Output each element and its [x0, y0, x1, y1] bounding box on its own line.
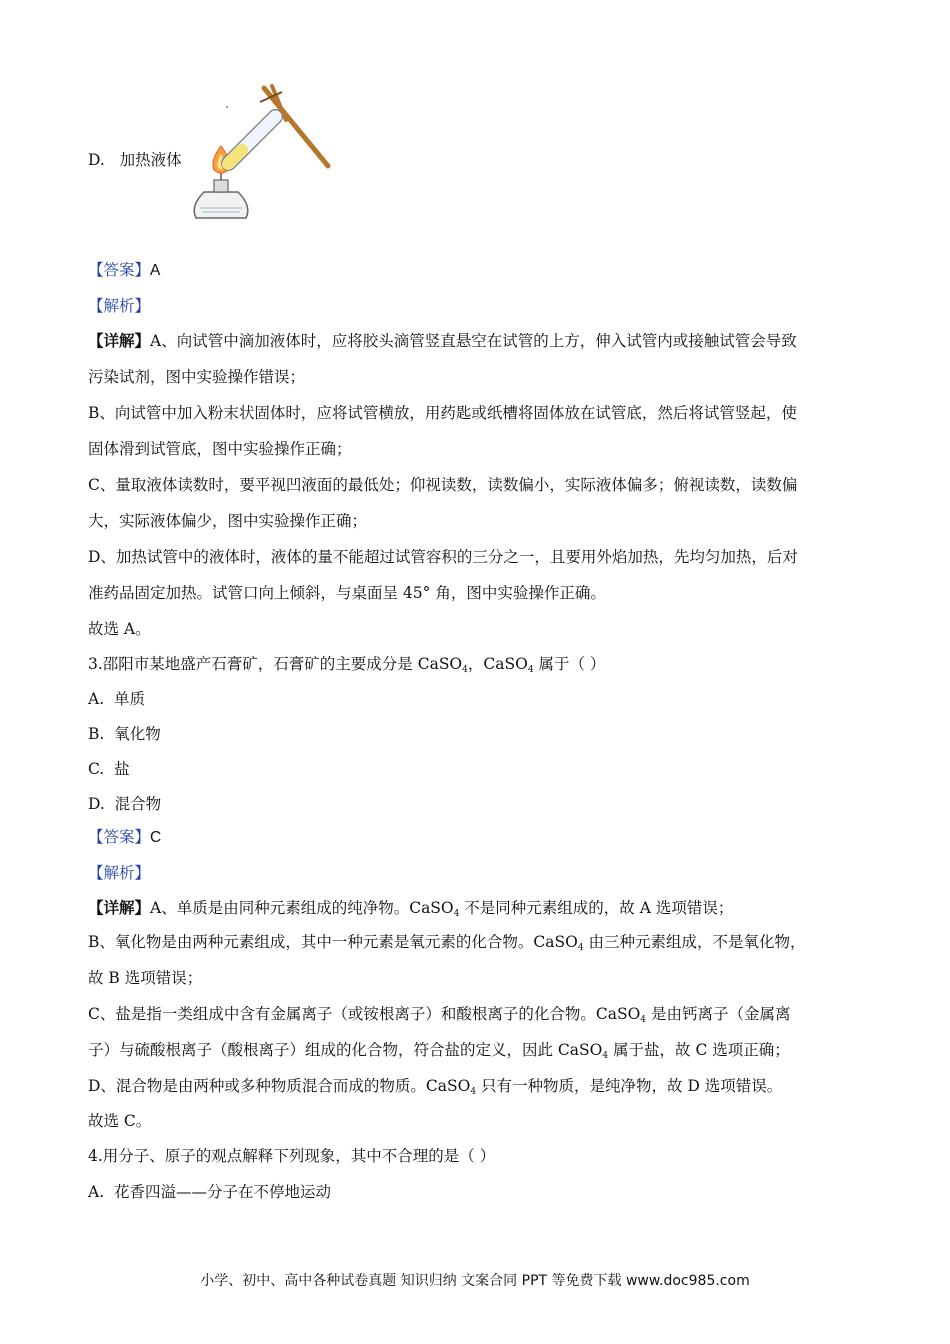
- q3-option-d: D. 混合物: [88, 795, 162, 813]
- q2-detail-line-5: C、量取液体读数时，要平视凹液面的最低处；仰视读数，读数偏小，实际液体偏多；俯视读数，读数偏: [88, 476, 798, 494]
- q2-answer: [88, 260, 160, 281]
- page-footer: 小学、初中、高中各种试卷真题 知识归纳 文案合同 PPT 等免费下载 www.doc985.com: [200, 1273, 750, 1289]
- q3-stem: 3.邵阳市某地盛产石膏矿，石膏矿的主要成分是 CaSO$_4$，CaSO$_4$ 属于（ ）: [88, 655, 606, 675]
- q3-conclusion: 故选 C。: [88, 1112, 152, 1130]
- answer-tag: 【答案】: [88, 261, 151, 279]
- q3-option-a: A. 单质: [88, 690, 145, 708]
- q2-detail-line-7: D、加热试管中的液体时，液体的量不能超过试管容积的三分之一，且要用外焰加热，先均匀加热，后对: [88, 548, 798, 566]
- q2-detail-line-8: 准药品固定加热。试管口向上倾斜，与桌面呈 45° 角，图中实验操作正确。: [88, 584, 606, 602]
- answer-value: C: [150, 829, 162, 846]
- q4-stem: 4.用分子、原子的观点解释下列现象，其中不合理的是（ ）: [88, 1147, 496, 1165]
- q3-detail-line-6: D、混合物是由两种或多种物质混合而成的物质。CaSO$_4$ 只有一种物质，是纯净物，故 D 选项错误。: [88, 1077, 783, 1097]
- q3-detail-line-3: 故 B 选项错误；: [88, 969, 203, 987]
- q3-analysis-tag: 【解析】: [88, 864, 151, 882]
- q3-detail-line-2: B、氧化物是由两种元素组成，其中一种元素是氧元素的化合物。CaSO$_4$ 由三种元素组成，不是氧化物，: [88, 933, 806, 953]
- q2-detail-line-2: 污染试剂，图中实验操作错误；: [88, 368, 306, 386]
- answer-tag: 【答案】: [88, 828, 151, 846]
- q3-detail-line-5: 子）与硫酸根离子（酸根离子）组成的化合物，符合盐的定义，因此 CaSO$_4$ 属于盐，故 C 选项正确；: [88, 1041, 790, 1061]
- detail-tag: 【详解】: [88, 898, 151, 917]
- q2-detail-line-6: 大，实际液体偏少，图中实验操作正确；: [88, 512, 368, 530]
- option-letter: D.: [88, 151, 105, 169]
- q2-option-d: [88, 150, 182, 170]
- q3-detail-line-1: 【详解】A、单质是由同种元素组成的纯净物。CaSO$_4$ 不是同种元素组成的，故 A 选项错误；: [88, 898, 734, 919]
- q2-detail-line-4: 固体滑到试管底，图中实验操作正确；: [88, 440, 352, 458]
- q4-option-a: A. 花香四溢——分子在不停地运动: [88, 1183, 331, 1201]
- heating-liquid-illustration: [182, 80, 332, 230]
- q2-detail-line-1: 【详解】A、向试管中滴加液体时，应将胶头滴管竖直悬空在试管的上方，伸入试管内或接触试管会导致: [88, 331, 797, 350]
- q2-conclusion: 故选 A。: [88, 620, 151, 638]
- q3-detail-line-4: C、盐是指一类组成中含有金属离子（或铵根离子）和酸根离子的化合物。CaSO$_4$ 是由钙离子（金属离: [88, 1005, 791, 1025]
- q3-option-c: C. 盐: [88, 760, 130, 778]
- answer-value: A: [150, 262, 161, 279]
- q3-option-b: B. 氧化物: [88, 725, 161, 743]
- option-text: 加热液体: [119, 151, 182, 169]
- detail-tag: 【详解】: [88, 331, 151, 350]
- q2-analysis-tag: 【解析】: [88, 297, 151, 315]
- q2-detail-line-3: B、向试管中加入粉末状固体时，应将试管横放，用药匙或纸槽将固体放在试管底，然后将试管竖起，使: [88, 404, 797, 422]
- q3-answer: [88, 827, 161, 848]
